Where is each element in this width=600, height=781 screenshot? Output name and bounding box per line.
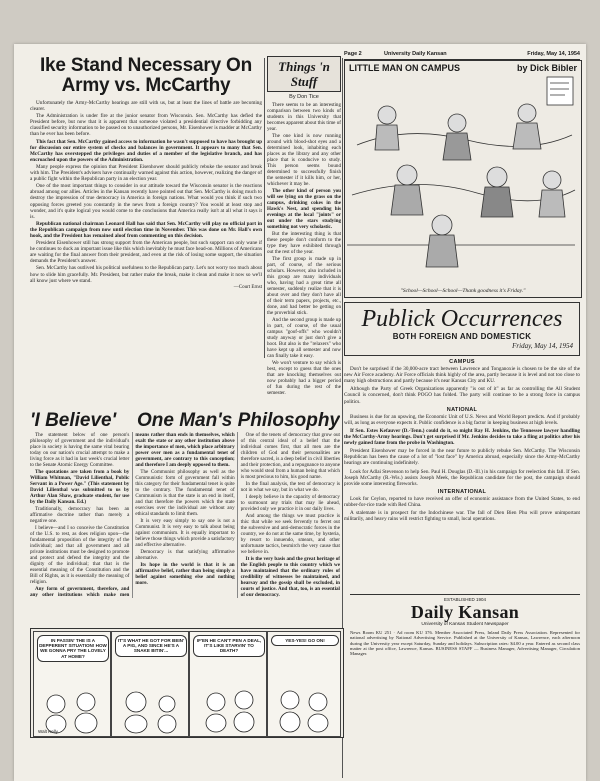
ike-headline: Ike Stand Necessary On Army vs. McCarthy [39, 56, 253, 96]
kansan-established: ESTABLISHED 1904 [444, 597, 486, 602]
believe-paragraph: One of the tenets of democracy that grow out of this central ideal of a belief that the individual comes first, that all men are the children of God and their personalities are therefore sacred, is a deep belief in civil liberties and their protection, and a repugnance to anyone who would steal from a human being that which is most precious to him, his good name. [240, 432, 340, 480]
ike-paragraph: This fact that Sen. McCarthy gained access to information he wasn't supposed to have has brought up for discussion our entire system of checks and balances in government. It appears to many that Sen. McCarthy has overstepped the privileges and duties of a member of the legislative branch, and has encroached upon the powers of the Administration. [30, 138, 262, 163]
ike-paragraph: One of the most important things to consider in our attitude toward the Wisconsin senator is the reactions abroad among our allies. Articles in the Kansan recently have pointed out that Sen. McCarthy is doing much to destroy the impression of true democracy in America in foreign nations. What would you think if such two opposing forces greeted you constantly in the news from a foreign country? You would at least stop and wonder, and it's quite logical you would come to the conclusions that America really isn't at all what it says it is. [30, 183, 262, 220]
ike-paragraph: Sen. McCarthy has outlived his political usefulness to the Republican party. Let's not worry too much about how to slide him gracefully. Mr. President, but rather make the break, make it clean and make it now so we'll all know just where we stand. [30, 265, 262, 284]
believe-paragraph: I believe—and I so conceive the Constitution of the U.S. to rest, as does religion upon—the fundamental proposition of the integrity of the individual; and that all government and all private institutions must be designed to promote and protect and defend the integrity and the dignity of the individual; that that is the essential meaning of the Constitution and the Bill of Rights, as it is essentially the meaning of religion. [30, 525, 130, 585]
comic-panel [111, 631, 189, 737]
comic-strip [30, 628, 344, 738]
ike-paragraph: President Eisenhower still has strong support from the American people, but such support can only wane if he continues to duck an important issue like this which inevitably he must face head-on. Millions of Americans are waiting for the final answer from their president, and even at the risk of losing some support, the situation demands the President's answer. [30, 240, 262, 265]
publick-paragraph: Don't be surprised if the 30,000-acre tract between Lawrence and Tonganoxie is chosen to be the site of the new Air Force academy. Air Force officials think highly of the area, partly because it is level and not too close to many high obstructions and partly because it's near Kansas City and KU. [344, 366, 580, 385]
ike-paragraph: The Administration is under fire at the junior senator from Wisconsin. Sen. McCarthy has defied the President before, but now that it is apparent that someone violated a presidential directive forbidding any classified security information to be passed on to unauthorized persons, Mr. Eisenhower is madder at McCarthy than he ever has been before. [30, 113, 262, 138]
publick-subtitle: BOTH FOREIGN AND DOMESTICK [392, 332, 532, 341]
things-body [267, 102, 341, 396]
publick-paragraph: Although the Party of Greek Organizations apparently "is out of it" as far as controlling the All Student Council is concerned, don't think POGO has folded. The party will continue to be a strong force in campus politics. [344, 386, 580, 405]
ike-paragraph: Unfortunately the Army-McCarthy hearings are still with us, but at least the lines of battle are becoming clearer. [30, 100, 262, 113]
believe-headline-right: One Man's Philosophy [137, 410, 340, 431]
believe-paragraph: Traditionally, democracy has been an affirmative doctrine rather than merely a negative one. [30, 506, 130, 524]
kansan-staff-box: News Room KU 251 · Ad room KU 376. Member Associated Press, Inland Daily Press Association. Represented for national advertising by National Advertising Service. Published at the University of Kansas, Lawrence, each afternoon during the University year except Saturday, Sunday and holidays. Subscription rates: $4.00 a year. Entered as second class matter at the post office, Lawrence, Kansas. BUSINESS STAFF — Business Manager, Advertising Manager, Circulation Manager. [350, 630, 580, 657]
speech-bubble: IT'S WHAT HE GOT FOR BEIN' A PIG, AND SINCE HE'S A SNAKE BITIN'... [115, 635, 187, 657]
publick-paragraph: Business is due for an upswing, the Economic Unit of U.S. News and World Report predicts. And if probably will, as long as everyone expects it. Public confidence is a big factor in keeping business at high levels. [344, 413, 580, 426]
i-believe-article [30, 410, 340, 616]
things-paragraph: We won't venture to say which is best, except to guess that the ones that are knocking themselves out now probably had a bigger period of fun during the rest of the semester. [267, 360, 341, 396]
publick-occurrences [344, 302, 580, 592]
things-paragraph: And the second group is made up in part, of course, of the usual campus "goof-offs" who wouldn't study anyway or just don't give a hoot. But also is the "relaxers" who have kept up all semester and now can finally take it easy. [267, 317, 341, 359]
ike-body [30, 100, 262, 291]
comic-characters [268, 632, 340, 736]
comic-panel [189, 631, 267, 737]
publick-paragraph: A stalemate is in prospect for the Indochinese war. The fall of Dien Bien Phu will prove unimportant militarily, and heavy rains will restrict fighting to small, local operations. [344, 510, 580, 523]
believe-paragraph: Democracy is that satisfying affirmative alternative. [135, 549, 235, 561]
believe-paragraph: The statement below of one person's philosophy of government and the individual's place in society is having the same vital bearing today on our nation's crucial attempt to make a living force as it had in last week's crucial letter to the Senate Atomic Energy Committee. [30, 432, 130, 468]
believe-paragraph: It is the very basis and the great heritage of the English people to this country which we have maintained that the ordinary rules of credibility of witnesses be maintained, and hearsay and the gossip shall be excluded, in courts of justice. And that, too, is an essential of our democracy. [240, 556, 340, 598]
believe-paragraph: And among the things we must practice is this: that while we seek fervently to ferret out the subversive and anti-democratic forces in the country, we do not at the same time, by hysteria, by resort to innuendo, smears, and other unfortunate tactics, besmirch the very cause that we believe in. [240, 513, 340, 555]
believe-paragraph: Any form of government, therefore, and any other institutions which make men means rather than ends in themselves, which exalt the state or any other institution above the importance of men, which place arbitrary power over men as a fundamental tenet of government, are contrary to this conception; and therefore I am deeply opposed to them. [30, 432, 235, 598]
believe-paragraph: It is very easy simply to say one is not a Communist. It is very easy to talk about being against communism. It is equally important to believe those things which provide a satisfactory and effective alternative. [135, 518, 235, 548]
ike-paragraph: Republican national chairman Leonard Hall has said that Sen. McCarthy will play no official part in the Republican campaign from now until election time in November. This was done on Mr. Hall's own hook, and the President has remained aloof from commenting on this decision. [30, 220, 262, 239]
speech-bubble: IF'EN HE CAN'T PEN A DEAL, IT'S LIKE STARVIN' TO DEATH? [193, 635, 265, 657]
things-paragraph: But the interesting thing is that these people don't conform to the type they have exhibited through out the rest of the year. [267, 231, 341, 255]
daily-kansan-masthead [350, 594, 580, 745]
cartoon-drawing [347, 75, 577, 280]
things-byline: By Don Tice [289, 94, 319, 100]
things-title: Things 'n Stuff [267, 56, 341, 92]
things-paragraph: There seems to be an interesting comparison between two kinds of students in this University that becomes apparent about this time of year. [267, 102, 341, 132]
comic-signature: Walt Kelly [38, 729, 58, 734]
page-header [344, 49, 580, 60]
believe-paragraph: Its hope in the world is that it is an affirmative belief, rather than being simply a belief against something else and nothing more. [135, 562, 235, 586]
things-paragraph: The other kind of person you will see lying on the grass on the campus, drinking cokes in the Hawk's Nest, and spending his evenings at the local "joints" or out under the stars studying something not very scholastic. [267, 188, 341, 230]
kansan-subtitle: University of Kansas Student Newspaper [421, 622, 509, 627]
little-man-cartoon [344, 60, 582, 298]
believe-paragraph: The Communist philosophy as well as the Communistic form of government fall within this category for their fundamental tenet is quite to the contrary. The fundamental tenet of Communism is that the state is an end in itself, and that therefore the powers which the state exercises over the individual are without any ethical standards to limit them. [135, 469, 235, 517]
believe-paragraph: In the final analysis, the test of democracy is not in what we say, but in what we do. [240, 481, 340, 493]
page-date: Friday, May 14, 1954 [527, 51, 580, 57]
column-divider [264, 58, 265, 358]
publick-masthead [344, 302, 580, 356]
ike-editorial [30, 56, 262, 364]
publick-title: Publick Occurrences [361, 306, 563, 332]
cartoon-title: LITTLE MAN ON CAMPUS [349, 63, 460, 73]
believe-paragraph: The quotations are taken from a book by William Whitman, "David Lilienthal, Public Servant in a Power Age." (This statement by David Lilienthal was submitted to us by Arthur Alan Shaw, graduate student, for use by the Daily Kansan. Ed.) [30, 469, 130, 505]
publick-paragraph: If Sen. Estes Kefauver (D.-Tenn.) could do it, so might Ray H. Jenkins, the Tennessee lawyer handling the McCarthy-Army hearings. Don't get surprised if Mr. Jenkins decides to take a fling at politics after his newly gained fame from the probe in Washington. [344, 427, 580, 447]
page-number: Page 2 [344, 51, 362, 57]
believe-body [30, 432, 340, 598]
section-heading: CAMPUS [449, 359, 475, 365]
publick-paragraph: Look for Ceylon, reported to have received an offer of economic assistance from the United States, to end rubber-for-rice trade with Red China. [344, 495, 580, 508]
things-n-stuff-column [267, 56, 341, 406]
comic-panel [267, 631, 341, 737]
comic-panel [33, 631, 111, 737]
believe-headline-left: 'I Believe' [30, 410, 117, 431]
publick-date: Friday, May 14, 1954 [512, 342, 573, 350]
paper-name: University Daily Kansan [384, 51, 447, 57]
publick-paragraph: President Eisenhower may be forced in the near future to publicly rebuke Sen. McCarthy. The Wisconsin Republican has been the cause of a lot of "lost face" by America abroad, especially since the Army-McCarthy hearings are continuing indefinitely. [344, 448, 580, 467]
section-heading: NATIONAL [446, 406, 478, 413]
ike-byline: —Court Ernst [233, 284, 262, 290]
believe-paragraph: I deeply believe in the capacity of democracy to surmount any trials that may lie ahead, provided only we practice it in our daily lives. [240, 494, 340, 512]
kansan-name: Daily Kansan [410, 602, 520, 622]
speech-bubble: IN PASSIN' THE IS A DEPPERENT SITUATION! HOW WE GONNA PRY THE LOVELY AT HOME? [37, 635, 109, 662]
speech-bubble: YES-YES! GO ON! [271, 635, 339, 646]
section-heading: INTERNATIONAL [437, 488, 487, 495]
things-paragraph: The one kind is now running around with blood-shot eyes and a determined look, inhabiting each places as the library and any other place that is conducive to study. This person seems bound determined to successfully finish the semester if it kills him, or her, whichever it may be. [267, 133, 341, 187]
cartoon-caption: "School—School—School—Thank goodness it's Friday." [400, 288, 526, 294]
things-paragraph: The first group is made up in part, of course, of the serious scholars. However, also included in this group are many individuals who, having had a great time all semester, suddenly realize that it is about over and they don't have all of their term papers, projects, etc., done, and had better be getting on the proverbial stick. [267, 256, 341, 316]
newspaper-page [14, 44, 586, 781]
publick-body [344, 359, 580, 522]
publick-paragraph: Look for Adlai Stevenson to help Sen. Paul H. Douglas (D.-Ill.) in his campaign for reelection this fall. If Sen. Joseph McCarthy (R.-Wis.) assists Joseph Meek, the Republican candidate for the post, the campaign should provide some interesting fireworks. [344, 468, 580, 487]
ike-paragraph: Many people express the opinion that President Eisenhower should publicly rebuke the senator and break with him. The President's advisers have continually warned against this action, however, realizing the danger of a public fight within the Republican party in an election year. [30, 163, 262, 183]
cartoon-author: by Dick Bibler [516, 63, 577, 73]
